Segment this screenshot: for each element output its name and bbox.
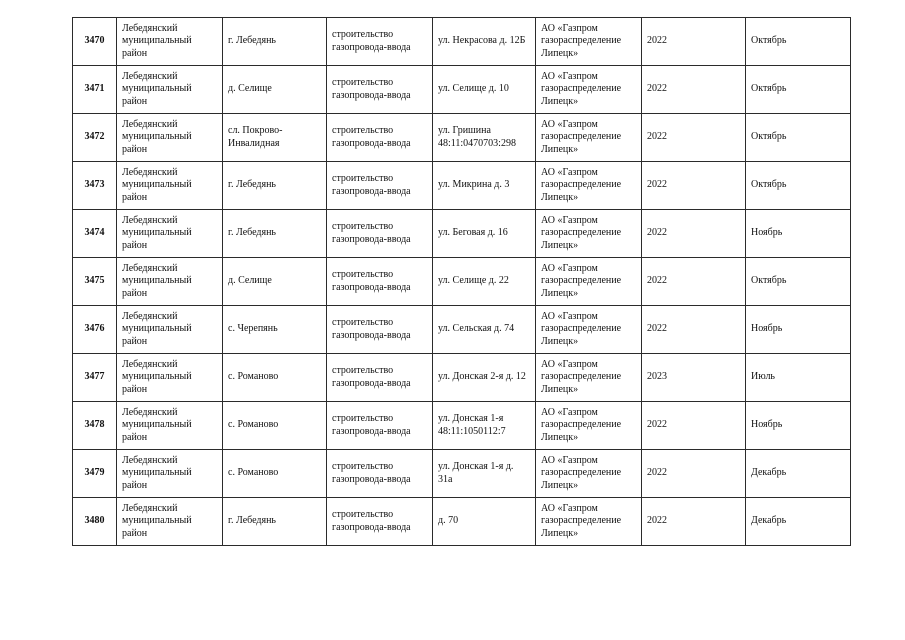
cell-district-text: Лебедянский муниципальный район	[122, 22, 192, 59]
cell-organization	[536, 66, 642, 114]
cell-district-text: Лебедянский муниципальный район	[122, 406, 192, 443]
cell-address	[433, 306, 536, 354]
cell-month	[746, 354, 851, 402]
cell-locality-text: с. Романово	[228, 371, 279, 383]
cell-district-text: Лебедянский муниципальный район	[122, 70, 192, 107]
cell-month	[746, 162, 851, 210]
cell-organization-text: АО «Газпром газораспределение Липецк»	[541, 22, 622, 59]
cell-district	[117, 210, 223, 258]
cell-organization	[536, 18, 642, 66]
cell-organization-text: АО «Газпром газораспределение Липецк»	[541, 262, 622, 299]
cell-month	[746, 18, 851, 66]
cell-year-text: 2022	[647, 131, 667, 143]
cell-locality	[223, 498, 327, 546]
cell-address-text: ул. Селище д. 22	[438, 275, 509, 287]
cell-locality-text: г. Лебедянь	[228, 35, 276, 47]
cell-district	[117, 450, 223, 498]
table-row	[73, 162, 851, 210]
cell-month-text: Ноябрь	[751, 227, 783, 239]
cell-number	[73, 354, 117, 402]
cell-year-text: 2022	[647, 467, 667, 479]
cell-year	[642, 210, 746, 258]
cell-locality	[223, 306, 327, 354]
cell-address	[433, 66, 536, 114]
cell-activity	[327, 210, 433, 258]
cell-number-text: 3476	[84, 323, 105, 335]
cell-activity-text: строительство газопровода-ввода	[332, 125, 411, 149]
cell-address-text: ул. Некрасова д. 12Б	[438, 35, 526, 47]
cell-locality	[223, 402, 327, 450]
cell-district	[117, 306, 223, 354]
cell-year	[642, 18, 746, 66]
cell-locality-text: с. Романово	[228, 467, 279, 479]
cell-locality	[223, 162, 327, 210]
cell-activity	[327, 258, 433, 306]
cell-month-text: Ноябрь	[751, 419, 783, 431]
cell-number-text: 3479	[84, 467, 105, 479]
table-body	[73, 18, 851, 546]
cell-month	[746, 498, 851, 546]
cell-activity	[327, 450, 433, 498]
cell-year-text: 2022	[647, 35, 667, 47]
cell-number-text: 3472	[84, 131, 105, 143]
cell-locality-text: сл. Покрово-Инвалидная	[228, 125, 283, 149]
cell-month	[746, 450, 851, 498]
cell-organization-text: АО «Газпром газораспределение Липецк»	[541, 454, 622, 491]
cell-locality	[223, 210, 327, 258]
cell-activity-text: строительство газопровода-ввода	[332, 509, 411, 533]
cell-locality	[223, 450, 327, 498]
cell-district	[117, 498, 223, 546]
cell-district	[117, 402, 223, 450]
cell-district	[117, 114, 223, 162]
cell-locality-text: д. Селище	[228, 83, 272, 95]
cell-activity	[327, 402, 433, 450]
cell-activity	[327, 114, 433, 162]
table-row	[73, 66, 851, 114]
cell-address-text: ул. Беговая д. 16	[438, 227, 508, 239]
cell-year-text: 2022	[647, 323, 667, 335]
cell-organization-text: АО «Газпром газораспределение Липецк»	[541, 70, 622, 107]
cell-number	[73, 18, 117, 66]
cell-activity	[327, 498, 433, 546]
cell-year	[642, 402, 746, 450]
cell-address	[433, 498, 536, 546]
cell-district	[117, 258, 223, 306]
table-row	[73, 114, 851, 162]
cell-month	[746, 402, 851, 450]
cell-district-text: Лебедянский муниципальный район	[122, 502, 192, 539]
table-row	[73, 450, 851, 498]
cell-year-text: 2022	[647, 275, 667, 287]
cell-activity-text: строительство газопровода-ввода	[332, 77, 411, 101]
cell-month	[746, 66, 851, 114]
cell-address	[433, 402, 536, 450]
cell-activity-text: строительство газопровода-ввода	[332, 221, 411, 245]
cell-locality-text: д. Селище	[228, 275, 272, 287]
gas-construction-table	[72, 17, 851, 546]
cell-month-text: Октябрь	[751, 35, 787, 47]
cell-month-text: Декабрь	[751, 467, 787, 479]
table-row	[73, 402, 851, 450]
cell-year	[642, 498, 746, 546]
cell-organization-text: АО «Газпром газораспределение Липецк»	[541, 310, 622, 347]
cell-number-text: 3477	[84, 371, 105, 383]
cell-number-text: 3475	[84, 275, 105, 287]
cell-activity	[327, 354, 433, 402]
cell-number-text: 3473	[84, 179, 105, 191]
cell-year	[642, 258, 746, 306]
cell-month-text: Октябрь	[751, 179, 787, 191]
cell-organization-text: АО «Газпром газораспределение Липецк»	[541, 166, 622, 203]
table-row	[73, 18, 851, 66]
cell-address-text: ул. Гришина 48:11:0470703:298	[438, 125, 516, 149]
cell-activity-text: строительство газопровода-ввода	[332, 365, 411, 389]
table-row	[73, 498, 851, 546]
cell-activity-text: строительство газопровода-ввода	[332, 173, 411, 197]
cell-year	[642, 354, 746, 402]
cell-number-text: 3471	[84, 83, 105, 95]
cell-month-text: Октябрь	[751, 131, 787, 143]
cell-address-text: д. 70	[438, 515, 459, 527]
cell-address	[433, 18, 536, 66]
cell-district-text: Лебедянский муниципальный район	[122, 214, 192, 251]
cell-organization-text: АО «Газпром газораспределение Липецк»	[541, 502, 622, 539]
cell-address	[433, 210, 536, 258]
cell-activity	[327, 306, 433, 354]
cell-address	[433, 450, 536, 498]
cell-number	[73, 114, 117, 162]
cell-locality	[223, 258, 327, 306]
cell-address-text: ул. Донская 2-я д. 12	[438, 371, 526, 383]
cell-number	[73, 402, 117, 450]
cell-organization-text: АО «Газпром газораспределение Липецк»	[541, 358, 622, 395]
cell-locality-text: с. Романово	[228, 419, 279, 431]
cell-address-text: ул. Микрина д. 3	[438, 179, 510, 191]
cell-activity-text: строительство газопровода-ввода	[332, 461, 411, 485]
cell-organization	[536, 258, 642, 306]
cell-number	[73, 210, 117, 258]
cell-number	[73, 306, 117, 354]
cell-activity	[327, 18, 433, 66]
cell-address	[433, 354, 536, 402]
cell-district	[117, 162, 223, 210]
cell-month	[746, 114, 851, 162]
cell-address	[433, 258, 536, 306]
cell-month-text: Ноябрь	[751, 323, 783, 335]
cell-year-text: 2022	[647, 179, 667, 191]
table-row	[73, 258, 851, 306]
cell-year-text: 2023	[647, 371, 667, 383]
cell-number-text: 3478	[84, 419, 105, 431]
cell-district-text: Лебедянский муниципальный район	[122, 262, 192, 299]
cell-month	[746, 306, 851, 354]
cell-address	[433, 114, 536, 162]
cell-month-text: Октябрь	[751, 83, 787, 95]
cell-organization	[536, 114, 642, 162]
cell-year	[642, 114, 746, 162]
cell-number	[73, 258, 117, 306]
cell-year	[642, 66, 746, 114]
cell-address	[433, 162, 536, 210]
cell-district-text: Лебедянский муниципальный район	[122, 310, 192, 347]
cell-district-text: Лебедянский муниципальный район	[122, 454, 192, 491]
cell-district-text: Лебедянский муниципальный район	[122, 358, 192, 395]
cell-activity-text: строительство газопровода-ввода	[332, 317, 411, 341]
cell-number	[73, 450, 117, 498]
cell-locality	[223, 66, 327, 114]
cell-year-text: 2022	[647, 83, 667, 95]
cell-month-text: Октябрь	[751, 275, 787, 287]
cell-number-text: 3474	[84, 227, 105, 239]
cell-activity	[327, 162, 433, 210]
cell-locality	[223, 114, 327, 162]
cell-address-text: ул. Донская 1-я д. 31а	[438, 461, 514, 485]
cell-address-text: ул. Сельская д. 74	[438, 323, 515, 335]
table-row	[73, 210, 851, 258]
cell-number	[73, 66, 117, 114]
cell-year-text: 2022	[647, 515, 667, 527]
cell-district	[117, 354, 223, 402]
cell-year	[642, 162, 746, 210]
cell-year-text: 2022	[647, 227, 667, 239]
cell-month-text: Декабрь	[751, 515, 787, 527]
table-row	[73, 306, 851, 354]
cell-activity-text: строительство газопровода-ввода	[332, 413, 411, 437]
cell-organization	[536, 354, 642, 402]
cell-organization	[536, 306, 642, 354]
cell-activity-text: строительство газопровода-ввода	[332, 29, 411, 53]
cell-organization-text: АО «Газпром газораспределение Липецк»	[541, 214, 622, 251]
cell-organization	[536, 498, 642, 546]
cell-number	[73, 162, 117, 210]
cell-address-text: ул. Селище д. 10	[438, 83, 509, 95]
cell-organization	[536, 162, 642, 210]
cell-month	[746, 210, 851, 258]
cell-organization	[536, 210, 642, 258]
cell-number-text: 3470	[84, 35, 105, 47]
cell-district	[117, 18, 223, 66]
cell-month-text: Июль	[751, 371, 775, 383]
cell-locality-text: г. Лебедянь	[228, 179, 276, 191]
cell-district-text: Лебедянский муниципальный район	[122, 166, 192, 203]
cell-district-text: Лебедянский муниципальный район	[122, 118, 192, 155]
cell-year	[642, 306, 746, 354]
cell-address-text: ул. Донская 1-я 48:11:1050112:7	[438, 413, 506, 437]
cell-number	[73, 498, 117, 546]
cell-organization-text: АО «Газпром газораспределение Липецк»	[541, 118, 622, 155]
cell-locality	[223, 18, 327, 66]
cell-locality-text: г. Лебедянь	[228, 515, 276, 527]
cell-number-text: 3480	[84, 515, 105, 527]
cell-locality	[223, 354, 327, 402]
cell-organization	[536, 402, 642, 450]
cell-month	[746, 258, 851, 306]
cell-locality-text: г. Лебедянь	[228, 227, 276, 239]
cell-organization	[536, 450, 642, 498]
cell-activity-text: строительство газопровода-ввода	[332, 269, 411, 293]
cell-year	[642, 450, 746, 498]
cell-locality-text: с. Черепянь	[228, 323, 278, 335]
cell-organization-text: АО «Газпром газораспределение Липецк»	[541, 406, 622, 443]
cell-district	[117, 66, 223, 114]
cell-year-text: 2022	[647, 419, 667, 431]
cell-activity	[327, 66, 433, 114]
table-row	[73, 354, 851, 402]
